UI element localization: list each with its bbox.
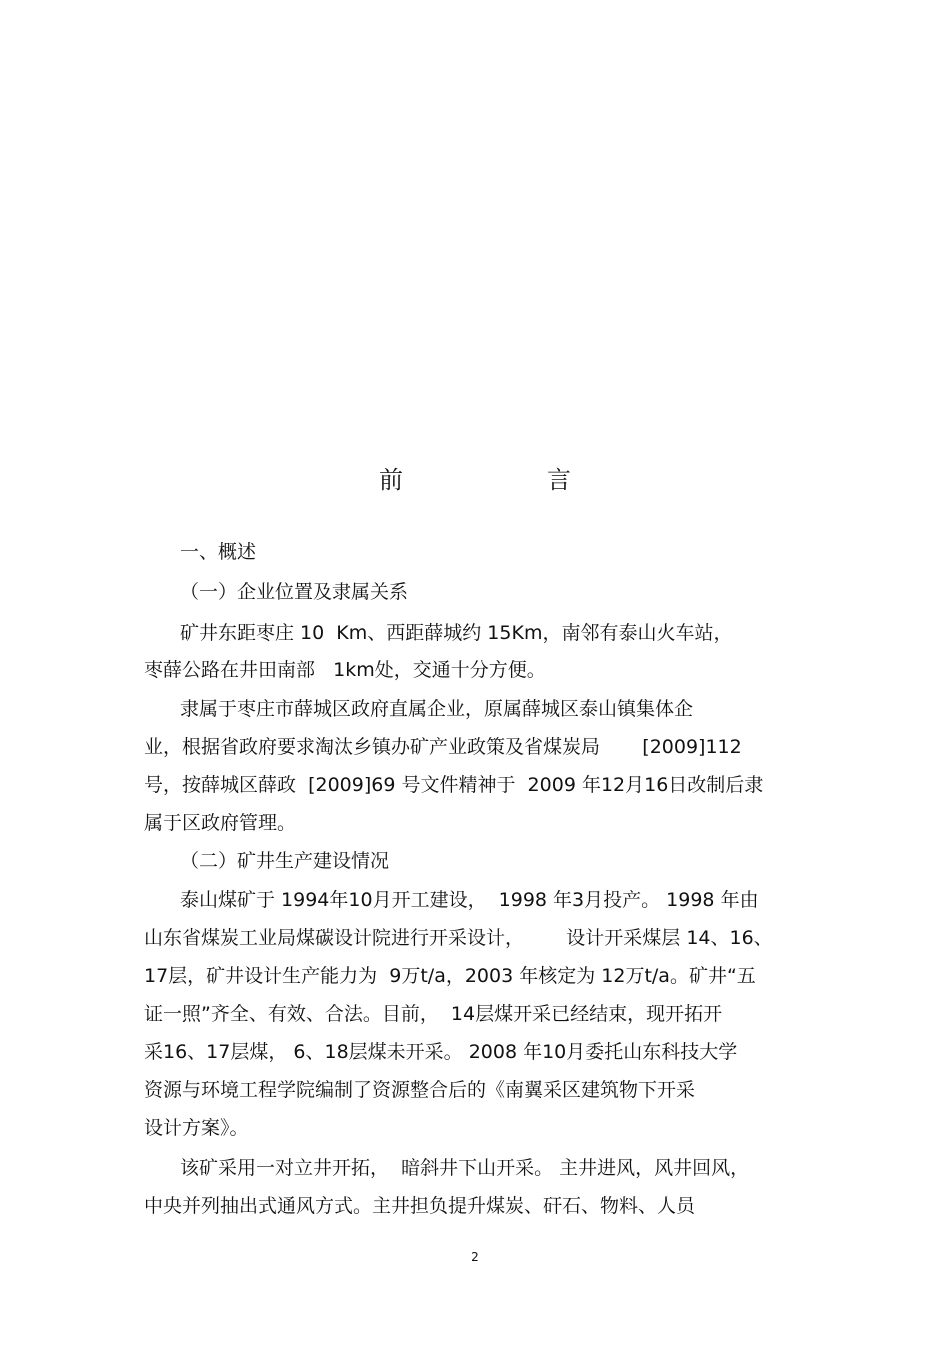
paragraph-line: 证一照”齐全、有效、合法。目前， 14层煤开采已经结束，现开拓开 <box>144 1003 723 1025</box>
paragraph-line: 山东省煤炭工业局煤碳设计院进行开采设计， 设计开采煤层 14、16、 <box>144 927 773 949</box>
paragraph-line: 矿井东距枣庄 10 Km、西距薛城约 15Km，南邻有泰山火车站， <box>180 622 733 644</box>
paragraph-line: 17层，矿井设计生产能力为 9万t/a，2003 年核定为 12万t/a。矿井“五 <box>144 965 756 987</box>
paragraph-line: 该矿采用一对立井开拓， 暗斜井下山开采。 主井进风，风井回风， <box>180 1157 750 1179</box>
paragraph-line: 号，按薛城区薛政 [2009]69 号文件精神于 2009 年12月16日改制后隶 <box>144 774 764 796</box>
paragraph-line: 枣薛公路在井田南部 1km处，交通十分方便。 <box>144 659 546 681</box>
paragraph-line: 采16、17层煤， 6、18层煤未开采。 2008 年10月委托山东科技大学 <box>144 1041 738 1063</box>
subheading-construction: （二）矿井生产建设情况 <box>180 850 390 872</box>
paragraph-line: 业，根据省政府要求淘汰乡镇办矿产业政策及省煤炭局 [2009]112 <box>144 736 742 758</box>
paragraph-line: 属于区政府管理。 <box>144 812 297 834</box>
paragraph-line: 资源与环境工程学院编制了资源整合后的《南翼采区建筑物下开采 <box>144 1079 696 1101</box>
heading-overview: 一、概述 <box>180 541 257 563</box>
paragraph-line: 泰山煤矿于 1994年10月开工建设， 1998 年3月投产。 1998 年由 <box>180 889 759 911</box>
subheading-location: （一）企业位置及隶属关系 <box>180 581 409 603</box>
paragraph-line: 中央并列抽出式通风方式。主井担负提升煤炭、矸石、物料、人员 <box>144 1195 696 1217</box>
page-title: 前 言 <box>379 466 631 494</box>
paragraph-line: 隶属于枣庄市薛城区政府直属企业，原属薛城区泰山镇集体企 <box>180 698 694 720</box>
paragraph-line: 设计方案》。 <box>144 1117 249 1139</box>
page-number: 2 <box>471 1250 479 1264</box>
